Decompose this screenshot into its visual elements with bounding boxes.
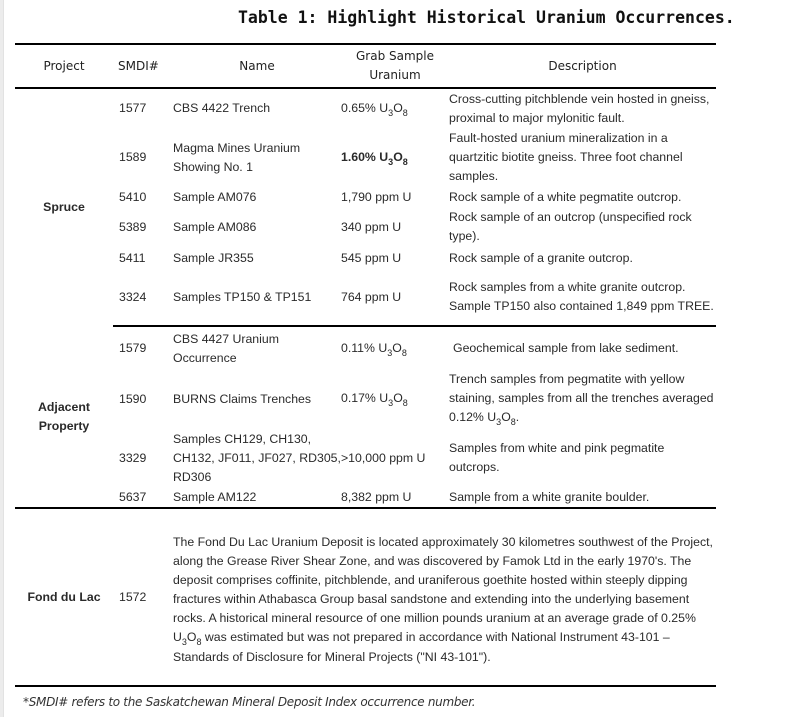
description-cell: Sample from a white granite boulder. (449, 488, 716, 508)
desc-post: . (515, 410, 520, 424)
grab-value: 1.60% U (341, 149, 389, 164)
name-cell: Sample AM122 (171, 488, 341, 508)
name-cell: Sample AM076 (173, 189, 257, 204)
grab-cell: 545 ppm U (341, 250, 402, 265)
name-cell: Magma Mines Uranium Showing No. 1 (173, 140, 301, 174)
description-cell: Rock sample of an outcrop (unspecified rock type). (449, 210, 692, 243)
smdi-cell: 1590 (119, 391, 147, 406)
name-cell: Sample JR355 (173, 250, 254, 265)
project-cell-spruce: Spruce (43, 200, 85, 214)
grab-sub: 3 (387, 347, 393, 358)
name-cell: Sample AM086 (173, 219, 257, 234)
table-row (15, 326, 716, 370)
description-cell (449, 326, 716, 370)
grab-sub: 8 (401, 347, 407, 358)
grab-cell (341, 128, 449, 187)
description-text: Geochemical sample from lake sediment. (453, 341, 679, 355)
smdi-cell: 5411 (119, 250, 146, 265)
header-name: Name (171, 44, 341, 88)
table-row (15, 488, 716, 508)
desc-oxide: O (186, 630, 197, 644)
grab-sub: 3 (388, 156, 394, 167)
header-grab-line1: Grab Sample (355, 49, 434, 63)
grab-sub: 8 (402, 156, 408, 167)
desc-sub: 8 (196, 637, 202, 647)
grab-oxide: O (393, 391, 403, 405)
desc-sub: 3 (181, 637, 187, 647)
description-cell: Rock samples from a white granite outcrop. Sample TP150 also contained 1,849 ppm TREE. (449, 269, 716, 326)
grab-cell: 8,382 ppm U (341, 488, 449, 508)
name-cell: Samples CH129, CH130, CH132, JF011, JF027, RD305, RD306 (173, 431, 341, 484)
table-row (15, 187, 716, 207)
name-cell: CBS 4422 Trench (173, 101, 271, 115)
grab-oxide: O (393, 100, 403, 115)
desc-sub: 3 (496, 417, 502, 427)
grab-sub: 8 (402, 107, 408, 118)
smdi-cell: 5410 (119, 189, 147, 204)
table-row (15, 508, 716, 686)
description-cell (449, 370, 716, 428)
table-header-row (15, 44, 716, 88)
header-description: Description (449, 44, 716, 88)
description-cell (171, 508, 716, 686)
header-project: Project (15, 44, 113, 88)
table-row (15, 370, 716, 428)
description-cell: Rock sample of a granite outcrop. (449, 250, 633, 265)
project-label-line2: Property (38, 418, 90, 433)
description-cell: Samples from white and pink pegmatite outcrops. (449, 441, 665, 474)
project-label-line1: Adjacent (38, 399, 90, 414)
smdi-cell: 1579 (119, 341, 147, 355)
smdi-cell: 5389 (119, 219, 147, 234)
grab-value: 0.17% U (341, 391, 389, 405)
grab-cell: 340 ppm U (341, 219, 402, 234)
smdi-cell: 3329 (119, 450, 147, 465)
smdi-cell: 1589 (119, 150, 147, 164)
smdi-cell: 5637 (113, 488, 171, 508)
project-cell-adjacent-property (15, 326, 113, 508)
grab-cell (341, 370, 449, 428)
table-row (15, 428, 716, 488)
grab-sub: 3 (388, 398, 394, 408)
desc-post: was estimated but was not prepared in accordance with National Instrument 43-101 – Standards of Disclosure for Mineral Projects ("NI 43-101"). (173, 630, 670, 664)
table-row (15, 88, 716, 128)
table-row (15, 247, 716, 269)
project-cell-fond-du-lac: Fond du Lac (15, 508, 113, 686)
uranium-occurrences-table (15, 43, 716, 687)
grab-oxide: O (392, 340, 402, 355)
grab-cell: 1,790 ppm U (341, 189, 412, 204)
page-left-border (0, 0, 4, 717)
table-row (15, 128, 716, 187)
description-text: Trench samples from pegmatite with yellow staining, samples from all the trenches averaged 0.12% U (449, 372, 714, 424)
grab-sub: 3 (388, 107, 394, 118)
name-cell: Samples TP150 & TP151 (171, 269, 341, 326)
header-grab-line2: Uranium (369, 68, 421, 82)
table-row (15, 269, 716, 326)
grab-cell: 764 ppm U (341, 269, 449, 326)
footnote: *SMDI# refers to the Saskatchewan Mineral Deposit Index occurrence number. (23, 695, 476, 709)
grab-value: 0.65% U (341, 100, 389, 115)
smdi-cell: 3324 (113, 269, 171, 326)
description-cell: Fault-hosted uranium mineralization in a quartzitic biotite gneiss. Three foot channel samples. (449, 131, 683, 183)
desc-sub: 8 (510, 417, 516, 427)
grab-cell: >10,000 ppm U (341, 450, 426, 465)
header-grab-sample (341, 44, 449, 88)
description-cell: Rock sample of a white pegmatite outcrop. (449, 189, 682, 204)
header-smdi: SMDI# (113, 44, 171, 88)
table-title: Table 1: Highlight Historical Uranium Occurrences. (238, 8, 735, 27)
grab-cell (341, 326, 449, 370)
name-cell: CBS 4427 Uranium Occurrence (173, 331, 279, 365)
grab-oxide: O (393, 149, 403, 164)
grab-value: 0.11% U (341, 340, 388, 355)
smdi-cell: 1577 (119, 101, 147, 115)
description-text: The Fond Du Lac Uranium Deposit is located approximately 30 kilometres southwest of the Project, along the Grease River Shear Zone, and was discovered by Famok Ltd in the early 1970's. The deposit comprises coffinite, pitchblende, and uraniferous goethite hosted within steeply dipping fractures within Athabasca Group basal sandstone and extending into the underlying basement rocks. A historical mineral resource of one million pounds uranium at an average grade of 0.25% U (173, 535, 713, 644)
desc-oxide: O (501, 410, 511, 424)
description-cell: Cross-cutting pitchblende vein hosted in gneiss, proximal to major mylonitic fault. (449, 91, 710, 125)
table-row (15, 207, 716, 247)
name-cell: BURNS Claims Trenches (173, 391, 312, 406)
grab-cell (341, 88, 449, 128)
grab-sub: 8 (402, 398, 408, 408)
smdi-cell: 1572 (113, 508, 171, 686)
